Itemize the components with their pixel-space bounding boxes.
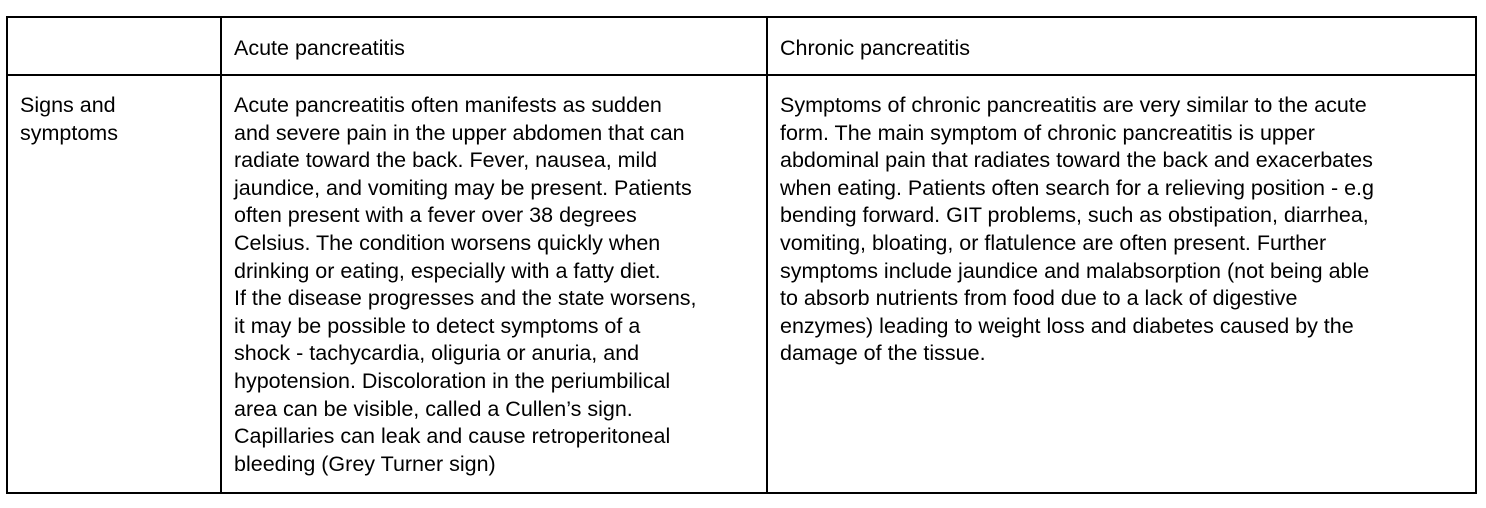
chronic-text-line: when eating. Patients often search for a relieving position - e.g	[780, 175, 1374, 200]
table-header-row	[7, 17, 1476, 75]
acute-text-line: shock - tachycardia, oliguria or anuria, and	[234, 341, 640, 366]
chronic-symptoms-cell	[767, 75, 1476, 493]
chronic-text-line: abdominal pain that radiates toward the back and exacerbates	[780, 148, 1373, 173]
chronic-text-line: to absorb nutrients from food due to a lack of digestive	[780, 286, 1298, 311]
chronic-text-line: enzymes) leading to weight loss and diabetes caused by the	[780, 313, 1354, 338]
acute-text-line: jaundice, and vomiting may be present. Patients	[234, 175, 692, 200]
comparison-table	[6, 16, 1477, 494]
chronic-text-line: symptoms include jaundice and malabsorption (not being able	[780, 258, 1370, 283]
acute-text-line: Capillaries can leak and cause retroperitoneal	[234, 424, 671, 449]
chronic-text-line: Symptoms of chronic pancreatitis are very similar to the acute	[780, 93, 1367, 117]
header-chronic-pancreatitis: Chronic pancreatitis	[767, 17, 1476, 75]
chronic-text-line: damage of the tissue.	[780, 341, 986, 366]
acute-text-line: and severe pain in the upper abdomen that can	[234, 120, 685, 145]
row-label-line: Signs and	[20, 93, 116, 117]
row-label-line: symptoms	[20, 120, 118, 145]
acute-text-line: Celsius. The condition worsens quickly when	[234, 230, 661, 255]
acute-text-line: it may be possible to detect symptoms of a	[234, 313, 641, 338]
acute-text-line: radiate toward the back. Fever, nausea, mild	[234, 148, 658, 173]
chronic-text-line: bending forward. GIT problems, such as obstipation, diarrhea,	[780, 203, 1369, 228]
row-label-cell	[7, 75, 221, 493]
acute-symptoms-cell	[221, 75, 767, 493]
header-corner-cell	[7, 17, 221, 75]
header-acute-pancreatitis: Acute pancreatitis	[221, 17, 767, 75]
table-row-signs-and-symptoms	[7, 75, 1476, 493]
acute-text-line: hypotension. Discoloration in the periumbilical	[234, 368, 671, 393]
chronic-text-line: form. The main symptom of chronic pancreatitis is upper	[780, 120, 1315, 145]
chronic-text-line: vomiting, bloating, or flatulence are often present. Further	[780, 230, 1327, 255]
acute-text-line: bleeding (Grey Turner sign)	[234, 451, 496, 476]
acute-text-line: Acute pancreatitis often manifests as sudden	[234, 93, 662, 117]
acute-text-line: drinking or eating, especially with a fatty diet.	[234, 258, 661, 283]
acute-text-line: If the disease progresses and the state worsens,	[234, 286, 697, 311]
acute-text-line: often present with a fever over 38 degrees	[234, 203, 637, 228]
acute-text-line: area can be visible, called a Cullen’s sign.	[234, 396, 633, 421]
